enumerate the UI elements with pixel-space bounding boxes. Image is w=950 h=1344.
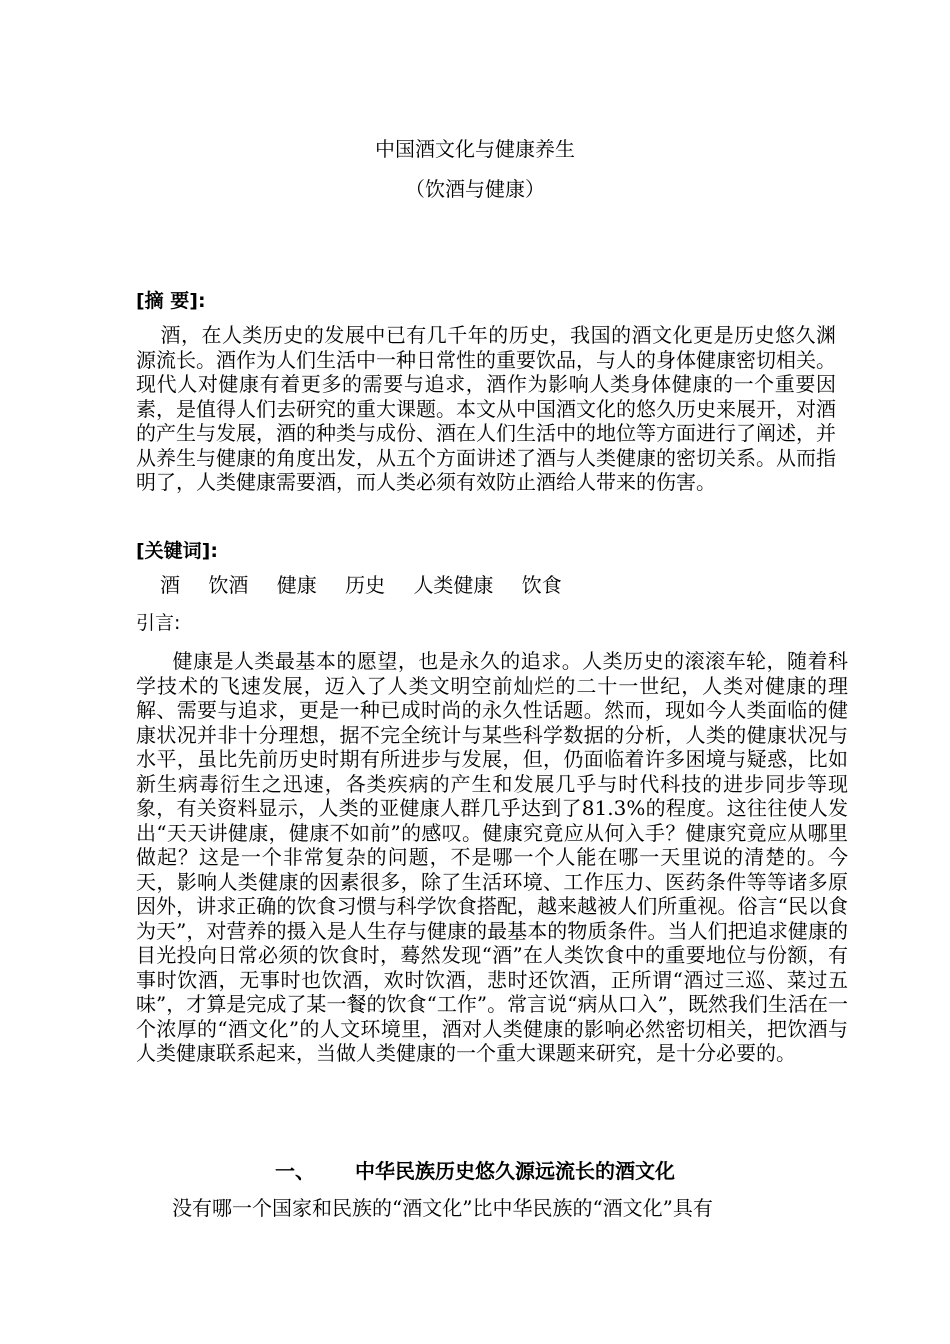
- section-heading: [0, 1158, 950, 1184]
- intro-body: 健康是人类最基本的愿望，也是永久的追求。人类历史的滚滚车轮，随着科学技术的飞速发展，迈入了人类文明空前灿烂的二十一世纪，人类对健康的理解、需要与追求，更是一种已成时尚的永久性话题。然而，现如今人类面临的健康状况并非十分理想，据不完全统计与某些科学数据的分析，人类的健康状况与水平，虽比先前历史时期有所进步与发展，但，仍面临着许多困境与疑惑，比如新生病毒衍生之迅速，各类疾病的产生和发展几乎与时代科技的进步同步等现象，有关资料显示，人类的亚健康人群几乎达到了81.3%的程度。这往往使人发出“天天讲健康，健康不如前”的感叹。健康究竟应从何入手？健康究竟应从哪里做起？这是一个非常复杂的问题，不是哪一个人能在哪一天里说的清楚的。今天，影响人类健康的因素很多，除了生活环境、工作压力、医药条件等等诸多原因外，讲求正确的饮食习惯与科学饮食搭配，越来越被人们所重视。俗言“民以食为天”，对营养的摄入是人生存与健康的最基本的物质条件。当人们把追求健康的目光投向日常必须的饮食时，蓦然发现“酒”在人类饮食中的重要地位与份额，有事时饮酒，无事时也饮酒，欢时饮酒，悲时还饮酒，正所谓“酒过三巡、菜过五味”，才算是完成了某一餐的饮食“工作”。常言说“病从口入”，既然我们生活在一个浓厚的“酒文化”的人文环境里，酒对人类健康的影响必然密切相关，把饮酒与人类健康联系起来，当做人类健康的一个重大课题来研究，是十分必要的。: [136, 649, 848, 1065]
- abstract-body: 酒，在人类历史的发展中已有几千年的历史，我国的酒文化更是历史悠久渊源流长。酒作为人们生活中一种日常性的重要饮品，与人的身体健康密切相关。现代人对健康有着更多的需要与追求，酒作为影响人类身体健康的一个重要因素，是值得人们去研究的重大课题。本文从中国酒文化的悠久历史来展开，对酒的产生与发展，酒的种类与成份、酒在人们生活中的地位等方面进行了阐述，并从养生与健康的角度出发，从五个方面讲述了酒与人类健康的密切关系。从而指明了，人类健康需要酒，而人类必须有效防止酒给人带来的伤害。: [136, 323, 836, 494]
- section-body: 没有哪一个国家和民族的“酒文化”比中华民族的“酒文化”具有: [172, 1196, 713, 1220]
- keyword: 饮酒: [208, 573, 249, 597]
- keywords-heading: [关键词]:: [136, 540, 218, 562]
- section-title-text: 中华民族历史悠久源远流长的酒文化: [355, 1159, 675, 1183]
- keyword: 酒: [160, 573, 180, 597]
- section-first-line: [136, 1196, 848, 1221]
- keyword: 历史: [345, 573, 386, 597]
- intro-heading: 引言:: [136, 612, 181, 634]
- keywords-list: [160, 573, 584, 597]
- keyword: 人类健康: [413, 573, 494, 597]
- section-number: 一、: [275, 1159, 315, 1183]
- abstract-text: [136, 323, 836, 495]
- document-title: 中国酒文化与健康养生: [375, 137, 575, 161]
- abstract-heading: [摘 要]:: [136, 290, 206, 312]
- keyword: 饮食: [521, 573, 562, 597]
- document-subtitle: （饮酒与健康）: [405, 177, 545, 201]
- keyword: 健康: [276, 573, 317, 597]
- intro-text: [136, 649, 848, 1066]
